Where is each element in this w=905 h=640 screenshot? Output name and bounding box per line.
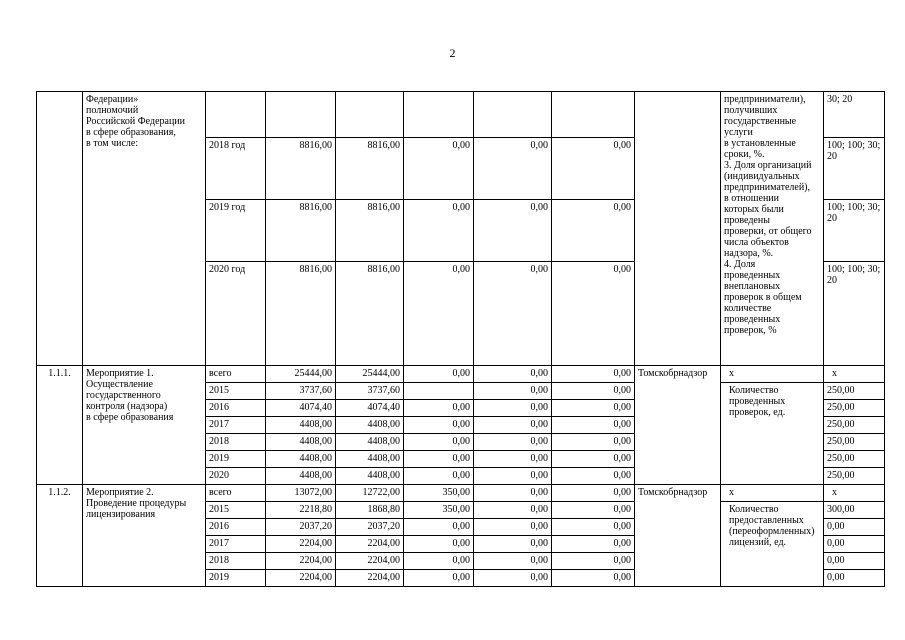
budget-cell: 0,00	[404, 200, 474, 262]
budget-cell: 0,00	[404, 519, 474, 536]
indicator-cell-line: проведенных	[729, 396, 786, 407]
total-cell: 4408,00	[266, 417, 336, 434]
budget-cell	[336, 92, 404, 138]
budget-cell: 0,00	[474, 451, 552, 468]
indicator-cell-line: лицензий, ед.	[729, 537, 787, 548]
year-cell: 2017	[206, 417, 266, 434]
budget-cell: 0,00	[552, 434, 635, 451]
budget-cell: 350,00	[404, 502, 474, 519]
indicator-cell-line: в установленные	[724, 138, 796, 149]
budget-cell	[474, 92, 552, 138]
year-cell: 2015	[206, 502, 266, 519]
indicator-cell-line: которых были	[724, 204, 784, 215]
budget-cell: 0,00	[474, 383, 552, 400]
budget-cell: 0,00	[404, 366, 474, 383]
target-value-cell: 250,00	[824, 468, 885, 485]
budget-cell: 0,00	[552, 519, 635, 536]
year-cell: 2016	[206, 400, 266, 417]
total-cell: 25444,00	[266, 366, 336, 383]
year-cell: 2017	[206, 536, 266, 553]
target-value-cell: 300,00	[824, 502, 885, 519]
indicator-cell-line: проведенных	[724, 270, 781, 281]
indicator-cell	[721, 502, 824, 587]
budget-cell: 0,00	[474, 366, 552, 383]
budget-cell: 8816,00	[336, 200, 404, 262]
total-cell: 4408,00	[266, 451, 336, 468]
budget-cell: 0,00	[404, 400, 474, 417]
budget-cell: 2204,00	[336, 553, 404, 570]
total-cell: 2204,00	[266, 553, 336, 570]
budget-cell: 3737,60	[336, 383, 404, 400]
executor-cell: Томскобрнадзор	[635, 485, 721, 587]
description-cell-line: в том числе:	[86, 138, 139, 149]
budget-cell: 0,00	[474, 502, 552, 519]
year-cell: 2020 год	[206, 262, 266, 366]
year-cell	[206, 92, 266, 138]
event-description-line: государственного	[86, 390, 161, 401]
target-value-cell: 250,00	[824, 383, 885, 400]
budget-cell: 0,00	[404, 434, 474, 451]
budget-cell: 4408,00	[336, 417, 404, 434]
description-cell-line: в сфере образования,	[86, 127, 176, 138]
budget-cell: 0,00	[474, 417, 552, 434]
budget-cell	[404, 383, 474, 400]
year-cell: 2016	[206, 519, 266, 536]
indicator-cell	[721, 383, 824, 485]
total-cell: 8816,00	[266, 262, 336, 366]
target-value-cell: 250,00	[824, 434, 885, 451]
year-cell: 2018 год	[206, 138, 266, 200]
target-value-cell: 0,00	[824, 553, 885, 570]
budget-cell: 0,00	[552, 553, 635, 570]
budget-cell: 0,00	[552, 451, 635, 468]
budget-cell: 2204,00	[336, 570, 404, 587]
budget-cell: 0,00	[552, 485, 635, 502]
budget-cell: 4074,40	[336, 400, 404, 417]
year-cell: 2018	[206, 553, 266, 570]
year-cell: всего	[206, 366, 266, 383]
budget-cell: 2204,00	[336, 536, 404, 553]
total-cell: 8816,00	[266, 200, 336, 262]
budget-cell: 0,00	[552, 200, 635, 262]
budget-cell: 4408,00	[336, 434, 404, 451]
description-cell-line: полномочий	[86, 105, 139, 116]
target-value-cell: 100; 100; 30; 20	[824, 138, 885, 200]
event-description-line: Осуществление	[86, 379, 153, 390]
year-cell: 2019 год	[206, 200, 266, 262]
total-cell	[266, 92, 336, 138]
indicator-cell-line: количестве	[724, 303, 772, 314]
total-cell: 2037,20	[266, 519, 336, 536]
budget-cell: 0,00	[552, 383, 635, 400]
indicator-cell-line: числа объектов	[724, 237, 789, 248]
total-cell: 8816,00	[266, 138, 336, 200]
event-number: 1.1.1.	[37, 366, 83, 485]
num-cell	[37, 92, 83, 366]
budget-cell: 0,00	[552, 468, 635, 485]
budget-cell: 1868,80	[336, 502, 404, 519]
budget-cell	[552, 92, 635, 138]
target-value-cell: 250,00	[824, 417, 885, 434]
budget-cell: 0,00	[404, 553, 474, 570]
budget-cell: 8816,00	[336, 262, 404, 366]
event-description-line: в сфере образования	[86, 412, 174, 423]
budget-cell: 0,00	[552, 138, 635, 200]
indicator-cell-line: услуги	[724, 127, 753, 138]
indicator-cell-line: 3. Доля организаций	[724, 160, 812, 171]
budget-cell: 4408,00	[336, 451, 404, 468]
year-cell: 2018	[206, 434, 266, 451]
target-value-cell: 0,00	[824, 519, 885, 536]
description-cell-line: Российской Федерации	[86, 116, 186, 127]
budget-cell: 0,00	[474, 519, 552, 536]
event-description-line: контроля (надзора)	[86, 401, 168, 412]
total-cell: 2218,80	[266, 502, 336, 519]
budget-cell: 0,00	[474, 200, 552, 262]
indicator-cell-line: проведенных	[724, 314, 781, 325]
event-description-line: Проведение процедуры	[86, 498, 187, 509]
description-cell-line: Федерации»	[86, 94, 139, 105]
target-value-cell: 100; 100; 30; 20	[824, 200, 885, 262]
budget-cell: 0,00	[474, 434, 552, 451]
indicator-cell-line: Количество	[729, 504, 779, 515]
target-value-cell: 100; 100; 30; 20	[824, 262, 885, 366]
budget-cell: 0,00	[404, 138, 474, 200]
budget-cell: 350,00	[404, 485, 474, 502]
budget-cell: 12722,00	[336, 485, 404, 502]
budget-cell: 0,00	[474, 553, 552, 570]
budget-cell: 0,00	[552, 536, 635, 553]
total-cell: 3737,60	[266, 383, 336, 400]
budget-cell: 0,00	[474, 400, 552, 417]
budget-cell: 0,00	[404, 417, 474, 434]
target-value-cell: 30; 20	[824, 92, 885, 138]
page-number: 2	[449, 46, 456, 60]
total-cell: 4074,40	[266, 400, 336, 417]
budget-cell: 0,00	[552, 262, 635, 366]
indicator-cell-line: 4. Доля	[724, 259, 756, 270]
budget-cell: 8816,00	[336, 138, 404, 200]
budget-cell: 0,00	[552, 502, 635, 519]
table-row	[37, 92, 885, 138]
event-description-line: Мероприятие 2.	[86, 487, 154, 498]
year-cell: 2020	[206, 468, 266, 485]
indicator-cell-line: получивших	[724, 105, 778, 116]
event-description	[83, 485, 206, 587]
year-cell: 2019	[206, 570, 266, 587]
event-description-line: Мероприятие 1.	[86, 368, 154, 379]
year-cell: 2019	[206, 451, 266, 468]
year-cell: 2015	[206, 383, 266, 400]
indicator-cell-line: (индивидуальных	[724, 171, 800, 182]
indicator-cell-line: проверок в общем	[724, 292, 802, 303]
budget-cell: 0,00	[474, 485, 552, 502]
budget-cell: 0,00	[552, 417, 635, 434]
indicator-cell	[721, 92, 824, 366]
budget-cell: 0,00	[404, 570, 474, 587]
indicator-cell-line: предприниматели),	[724, 94, 806, 105]
executor-cell: Томскобрнадзор	[635, 366, 721, 485]
budget-cell: 0,00	[404, 262, 474, 366]
executor-cell	[635, 92, 721, 366]
budget-cell: 0,00	[474, 262, 552, 366]
indicator-cell-line: надзора, %.	[724, 248, 774, 259]
budget-cell: 0,00	[404, 536, 474, 553]
budget-cell: 0,00	[404, 468, 474, 485]
indicator-cell-line: проверки, от общего	[724, 226, 812, 237]
budget-cell: 0,00	[474, 536, 552, 553]
budget-cell: 0,00	[552, 400, 635, 417]
program-table	[36, 91, 885, 587]
target-value-cell: x	[824, 485, 885, 502]
description-cell	[83, 92, 206, 366]
target-value-cell: 0,00	[824, 536, 885, 553]
indicator-cell: x	[721, 485, 824, 502]
table-body	[37, 92, 885, 587]
indicator-cell-line: проведены	[724, 215, 770, 226]
budget-cell: 0,00	[404, 451, 474, 468]
budget-cell: 0,00	[552, 570, 635, 587]
indicator-cell-line: в отношении	[724, 193, 780, 204]
total-cell: 2204,00	[266, 536, 336, 553]
budget-cell: 2037,20	[336, 519, 404, 536]
total-cell: 4408,00	[266, 468, 336, 485]
total-cell: 4408,00	[266, 434, 336, 451]
budget-cell: 0,00	[552, 366, 635, 383]
indicator-cell: x	[721, 366, 824, 383]
table-row	[37, 366, 885, 383]
event-number: 1.1.2.	[37, 485, 83, 587]
target-value-cell: x	[824, 366, 885, 383]
indicator-cell-line: предоставленных	[729, 515, 804, 526]
budget-cell: 0,00	[474, 138, 552, 200]
indicator-cell-line: государственные	[724, 116, 797, 127]
indicator-cell-line: предпринимателей),	[724, 182, 811, 193]
budget-cell: 0,00	[474, 468, 552, 485]
event-description	[83, 366, 206, 485]
event-description-line: лицензирования	[86, 509, 156, 520]
target-value-cell: 250,00	[824, 451, 885, 468]
budget-cell: 25444,00	[336, 366, 404, 383]
total-cell: 13072,00	[266, 485, 336, 502]
indicator-cell-line: (переоформленных)	[729, 526, 815, 537]
indicator-cell-line: сроки, %.	[724, 149, 765, 160]
budget-cell: 4408,00	[336, 468, 404, 485]
indicator-cell-line: Количество	[729, 385, 779, 396]
year-cell: всего	[206, 485, 266, 502]
total-cell: 2204,00	[266, 570, 336, 587]
budget-cell	[404, 92, 474, 138]
indicator-cell-line: проверок, %	[724, 325, 777, 336]
target-value-cell: 250,00	[824, 400, 885, 417]
budget-cell: 0,00	[474, 570, 552, 587]
indicator-cell-line: проверок, ед.	[729, 407, 786, 418]
target-value-cell: 0,00	[824, 570, 885, 587]
table-row	[37, 485, 885, 502]
indicator-cell-line: внеплановых	[724, 281, 781, 292]
